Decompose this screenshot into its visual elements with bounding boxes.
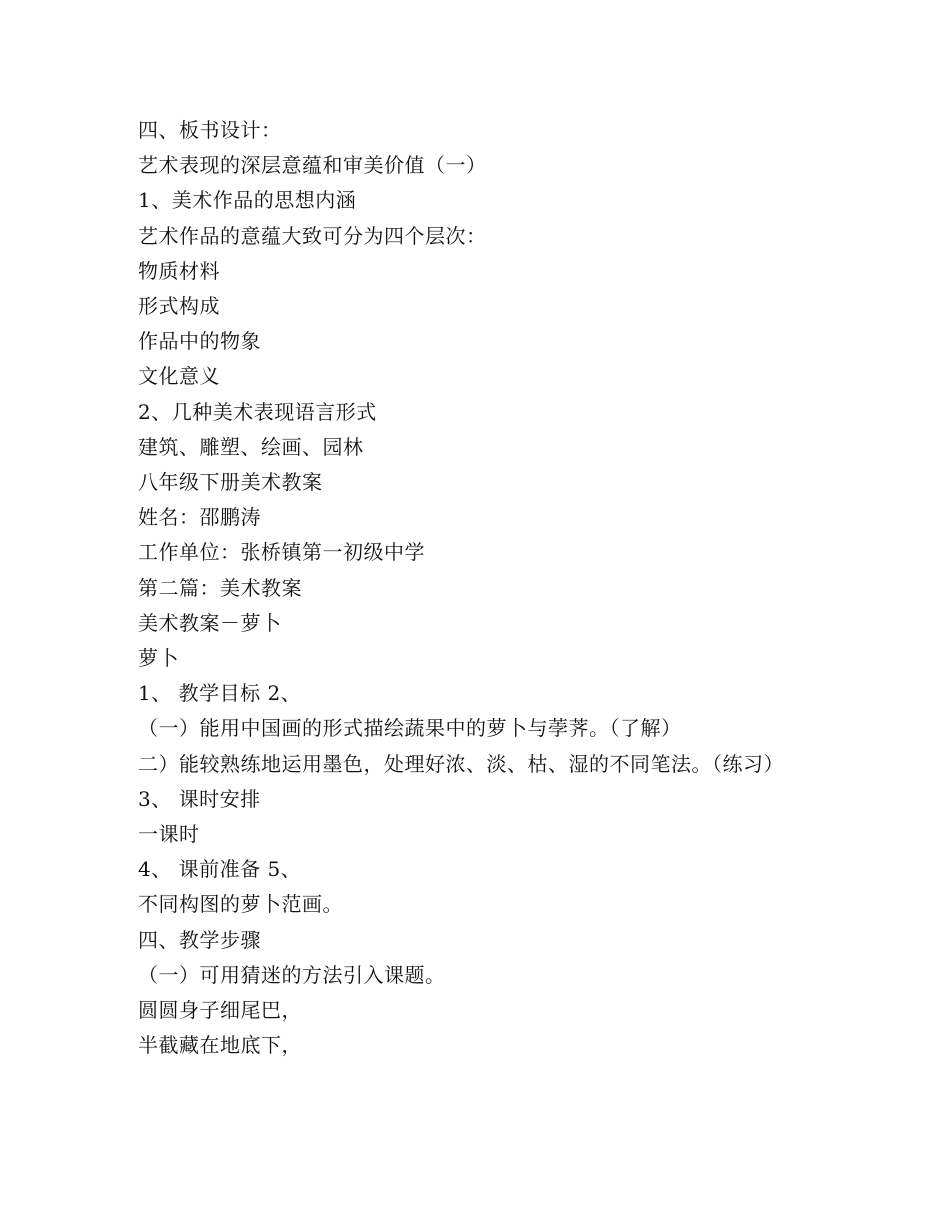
- plan-title: 八年级下册美术教案: [138, 470, 323, 495]
- chapter-heading: 第二篇：美术教案: [138, 575, 302, 600]
- author-workplace: 工作单位：张桥镇第一初级中学: [138, 540, 425, 565]
- text-line: 建筑、雕塑、绘画、园林: [138, 434, 364, 459]
- objective-item: 二）能较熟练地运用墨色，处理好浓、淡、枯、湿的不同笔法。（练习）: [138, 751, 784, 776]
- board-point-1: 1、美术作品的思想内涵: [138, 188, 357, 213]
- objective-item: （一）能用中国画的形式描绘蔬果中的萝卜与荸荠。（了解）: [138, 716, 682, 741]
- lesson-subject: 萝卜: [138, 646, 179, 671]
- riddle-line: 半截藏在地底下，: [138, 1033, 302, 1058]
- steps-heading: 四、教学步骤: [138, 927, 261, 952]
- preparation-heading: 4、 课前准备 5、: [138, 857, 302, 882]
- author-name: 姓名：邵鹏涛: [138, 505, 261, 530]
- schedule-value: 一课时: [138, 822, 200, 847]
- board-title: 艺术表现的深层意蕴和审美价值（一）: [138, 153, 487, 178]
- preparation-value: 不同构图的萝卜范画。: [138, 892, 343, 917]
- text-line: 艺术作品的意蕴大致可分为四个层次：: [138, 223, 487, 248]
- list-item: 物质材料: [138, 258, 220, 283]
- schedule-heading: 3、 课时安排: [138, 786, 261, 811]
- riddle-line: 圆圆身子细尾巴，: [138, 998, 302, 1023]
- objective-heading: 1、 教学目标 2、: [138, 681, 302, 706]
- board-point-2: 2、几种美术表现语言形式: [138, 399, 377, 424]
- list-item: 文化意义: [138, 364, 220, 389]
- lesson-title: 美术教案－萝卜: [138, 610, 282, 635]
- step-item: （一）可用猜迷的方法引入课题。: [138, 962, 446, 987]
- list-item: 作品中的物象: [138, 329, 261, 354]
- document-body: [138, 113, 828, 1063]
- list-item: 形式构成: [138, 294, 220, 319]
- section-heading-board-design: 四、板书设计：: [138, 118, 282, 142]
